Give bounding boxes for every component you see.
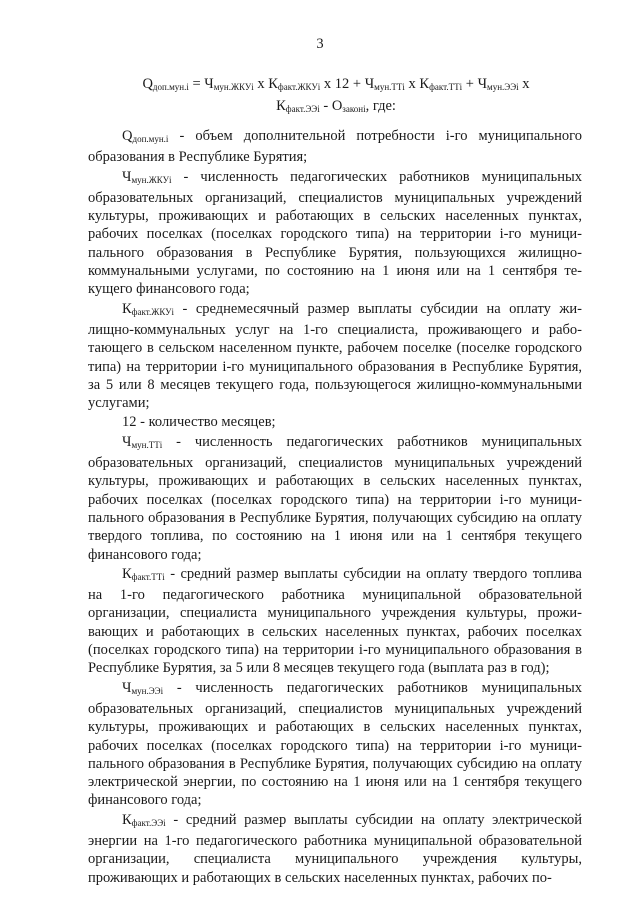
definition-text: - численность педагогических работников муниципальных образовательных организаций, специалистов муниципальных учреждений культуры, проживающих и работающих в сельских населенных пунктах, рабочих поселках (поселках городского типа) на территории i-го муниципального образования в Республике Бурятия, получающих субсидию на оплату электрической энергии, по состоянию на 1 июня или на 1 сентября текущего финансового года; [88,679,582,809]
definition-subscript: факт.ТТi [131,571,165,582]
definition-text: - численность педагогических работников муниципальных образовательных организаций, специалистов муниципальных учреждений культуры, проживающих и работающих в сельских населенных пунктах, рабочих поселках (поселках городского типа) на территории i-го муниципального образования в Республике Бурятия, получающих субсидию на оплату твердого топлива, по состоянию на 1 июня или на 1 сентября текущего финансового года; [88,433,582,563]
definition-text: - объем дополнительной потребности i-го муниципального образования в Республике Бурятия; [88,128,582,166]
formula-subscript: мун.ТТi [374,82,405,92]
definitions-body [88,127,582,888]
definition-symbol: К [122,565,132,582]
definition-symbol: Ч [122,679,132,696]
formula-subscript: факт.ТТi [429,82,463,92]
formula-term: - О [319,98,343,114]
page-number: 3 [316,36,324,52]
formula-term: Q [142,76,153,92]
formula-term: х К [253,76,278,92]
definition-text: - численность педагогических работников муниципальных образовательных организаций, специалистов муниципальных учреждений культуры, проживающих и работающих в сельских населенных пунктах, рабочих поселках (поселках городского типа) на территории i-го муниципального образования в Республике Бурятия, пользующихся жилищно-коммунальными услугами, по состоянию на 1 июня или на 1 сентября текущего финансового года; [88,168,582,298]
formula-subscript: факт.ЭЭi [285,104,320,114]
definition-paragraph [88,300,582,413]
formula-subscript: доп.мун.i [152,82,189,92]
formula-term: К [276,98,286,114]
definition-subscript: факт.ЭЭi [131,817,166,828]
formula-line-2 [96,97,576,119]
definition-text: - средний размер выплаты субсидии на оплату твердого топлива на 1-го педагогического работника муниципальной образовательной организации, специалиста муниципального учреждения культуры, проживающих и работающих в сельских населенных пунктах, рабочих поселках (поселках городского типа) на территории i-го муниципального образования в Республике Бурятия, за 5 или 8 месяцев текущего года (выплата раз в год); [88,565,582,677]
definition-subscript: факт.ЖКУi [131,306,175,317]
definition-paragraph [88,679,582,810]
formula [96,75,576,119]
formula-term: = Ч [188,76,214,92]
definition-subscript: мун.ТТi [131,439,163,450]
definition-text: 12 - количество месяцев; [122,414,276,431]
definition-paragraph [88,168,582,299]
definition-paragraph [88,413,582,431]
formula-subscript: мун.ЖКУi [213,82,254,92]
formula-subscript: факт.ЖКУi [277,82,321,92]
definition-paragraph [88,811,582,887]
definition-text: - среднемесячный размер выплаты субсидии на оплату жилищно-коммунальных услуг на 1-го специалиста, проживающего и работающего в сельском населенном пункте, рабочем поселке (поселке городского типа) на территории i-го муниципального образования в Республике Бурятия, за 5 или 8 месяцев текущего года, пользующегося жилищно-коммунальными услугами; [88,300,582,412]
formula-term: + Ч [462,76,488,92]
definition-subscript: мун.ЭЭi [131,685,164,696]
definition-subscript: доп.мун.i [132,134,169,144]
definition-symbol: Ч [122,168,132,185]
definition-paragraph [88,433,582,564]
definition-symbol: Q [122,128,133,144]
formula-term: х [518,76,530,92]
formula-term: , где: [365,98,396,114]
formula-line-1 [96,75,576,97]
formula-term: х К [404,76,430,92]
formula-subscript: мун.ЭЭi [487,82,519,92]
definition-subscript: мун.ЖКУi [131,174,172,185]
definition-symbol: Ч [122,433,132,450]
definition-symbol: К [122,811,132,828]
definition-paragraph [88,565,582,678]
definition-text: - средний размер выплаты субсидии на оплату электрической энергии на 1-го педагогического работника муниципальной образовательной организации, специалиста муниципального учреждения культуры, проживающих и работающих в сельских населенных пунктах, рабочих по- [88,811,582,886]
formula-subscript: законі [342,104,366,114]
formula-term: х 12 + Ч [320,76,375,92]
definition-paragraph [88,127,582,167]
definition-symbol: К [122,300,132,317]
